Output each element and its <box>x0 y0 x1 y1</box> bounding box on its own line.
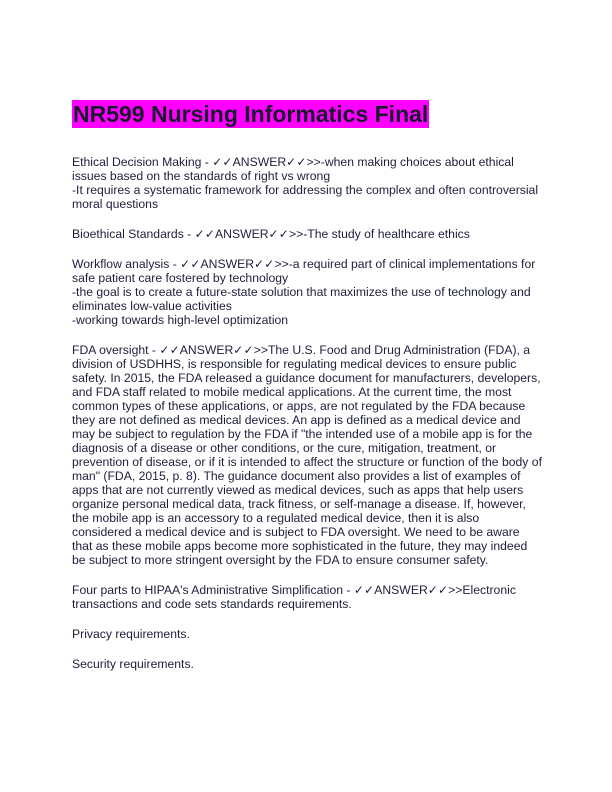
entry-text: Workflow analysis - ✓✓ANSWER✓✓>>-a required part of clinical implementations for safe patient care fostered by technology <box>72 257 536 285</box>
entry-text: Four parts to HIPAA's Administrative Simplification - ✓✓ANSWER✓✓>>Electronic transactions and code sets standards requirements. <box>72 583 516 611</box>
page-title: NR599 Nursing Informatics Final <box>73 101 429 127</box>
entry-workflow-analysis <box>72 257 542 327</box>
entry-text: -working towards high-level optimization <box>72 313 289 327</box>
entry-text: Bioethical Standards - ✓✓ANSWER✓✓>>-The study of healthcare ethics <box>72 227 470 241</box>
document-body <box>72 155 542 687</box>
entry-text: FDA oversight - ✓✓ANSWER✓✓>>The U.S. Food and Drug Administration (FDA), a division of USDHHS, is responsible for regulating medical devices to ensure public safety. In 2015, the FDA released a guidance document for manufacturers, developers, and FDA staff related to mobile medical applications. At the current time, the most common types of these applications, or apps, are not regulated by the FDA because they are not defined as medical devices. An app is defined as a medical device and may be subject to regulation by the FDA if "the intended use of a mobile app is for the diagnosis of a disease or other conditions, or the cure, mitigation, treatment, or prevention of disease, or if it is intended to affect the structure or function of the body of man" (FDA, 2015, p. 8). The guidance document also provides a list of examples of apps that are not currently viewed as medical devices, such as apps that help users organize personal medical data, track fitness, or self-manage a disease. If, however, the mobile app is an accessory to a regulated medical device, then it is also considered a medical device and is subject to FDA oversight. We need to be aware that as these mobile apps become more sophisticated in the future, they may indeed be subject to more stringent oversight by the FDA to ensure consumer safety. <box>72 343 542 567</box>
entry-privacy-requirements <box>72 627 542 641</box>
entry-ethical-decision-making <box>72 155 542 211</box>
entry-text: -the goal is to create a future-state solution that maximizes the use of technology and eliminates low-value activities <box>72 285 531 313</box>
entry-text: -It requires a systematic framework for addressing the complex and often controversial moral questions <box>72 183 539 211</box>
entry-text: Ethical Decision Making - ✓✓ANSWER✓✓>>-when making choices about ethical issues based on the standards of right vs wrong <box>72 155 514 183</box>
entry-security-requirements <box>72 657 542 671</box>
title-block <box>72 100 429 128</box>
entry-text: Privacy requirements. <box>72 627 190 641</box>
entry-text: Security requirements. <box>72 657 194 671</box>
entry-fda-oversight <box>72 343 542 567</box>
entry-hipaa-administrative-simplification <box>72 583 542 611</box>
entry-bioethical-standards <box>72 227 542 241</box>
